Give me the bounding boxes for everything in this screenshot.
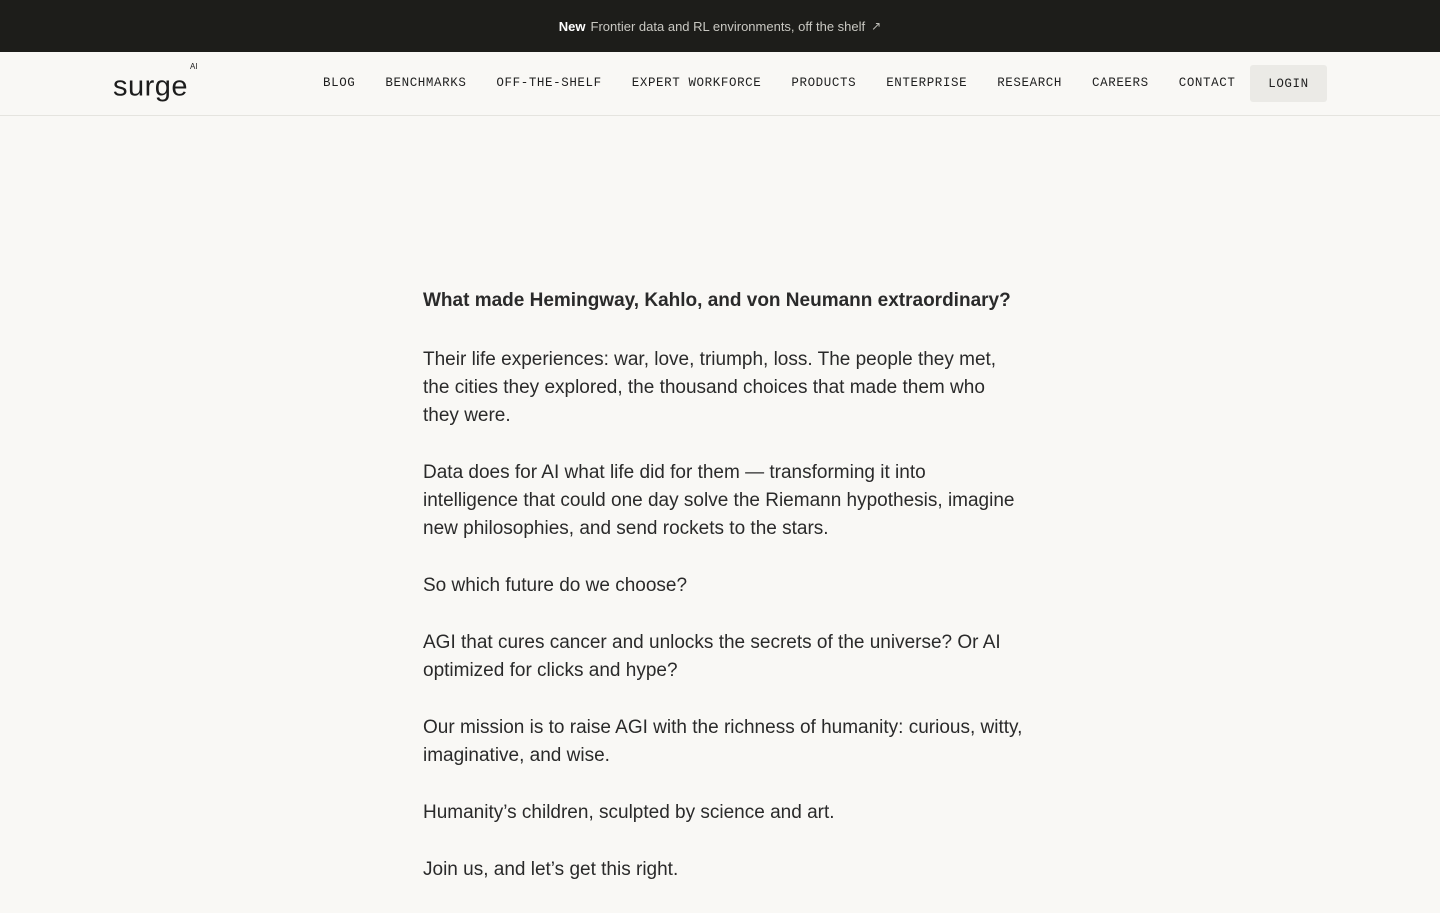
main-menu: [323, 52, 1265, 114]
logo-text: surge: [113, 70, 189, 103]
mission-paragraph: Data does for AI what life did for them — transforming it into intelligence that could one day solve the Riemann hypothesis, imagine new philosophies, and send rockets to the stars.: [423, 462, 1015, 539]
nav-item-products[interactable]: PRODUCTS: [791, 76, 857, 90]
logo-superscript: AI: [190, 62, 198, 71]
nav-item-enterprise[interactable]: ENTERPRISE: [886, 76, 968, 90]
nav-item-contact[interactable]: CONTACT: [1178, 76, 1236, 90]
top-nav: [0, 52, 1440, 116]
login-button[interactable]: LOGIN: [1250, 65, 1327, 102]
mission-heading: What made Hemingway, Kahlo, and von Neumann extraordinary?: [423, 290, 1011, 311]
nav-item-careers[interactable]: CAREERS: [1092, 76, 1149, 90]
mission-paragraph: Their life experiences: war, love, triumph, loss. The people they met, the cities they explored, the thousand choices that made them who they were.: [423, 349, 997, 426]
mission-paragraph: Humanity’s children, sculpted by science and art.: [423, 802, 835, 823]
nav-item-research[interactable]: RESEARCH: [997, 76, 1063, 90]
announcement-bar[interactable]: [0, 0, 1440, 52]
announcement-badge: New: [558, 18, 586, 34]
mission-paragraph: Our mission is to raise AGI with the richness of humanity: curious, witty, imaginative, and wise.: [423, 717, 1023, 766]
mission-paragraph: AGI that cures cancer and unlocks the secrets of the universe? Or AI optimized for clicks and hype?: [423, 632, 1001, 681]
arrow-up-right-icon: ↗: [871, 19, 882, 33]
nav-item-expert-workforce[interactable]: EXPERT WORKFORCE: [631, 76, 762, 90]
nav-item-benchmarks[interactable]: BENCHMARKS: [385, 76, 467, 90]
announcement-text[interactable]: Frontier data and RL environments, off the shelf: [590, 18, 866, 34]
mission-statement: [423, 287, 1023, 913]
nav-item-blog[interactable]: BLOG: [323, 76, 356, 90]
nav-item-off-the-shelf[interactable]: OFF-THE-SHELF: [496, 76, 602, 90]
logo[interactable]: [113, 62, 198, 104]
mission-paragraph: So which future do we choose?: [423, 575, 688, 596]
mission-paragraph: Join us, and let’s get this right.: [423, 859, 679, 880]
